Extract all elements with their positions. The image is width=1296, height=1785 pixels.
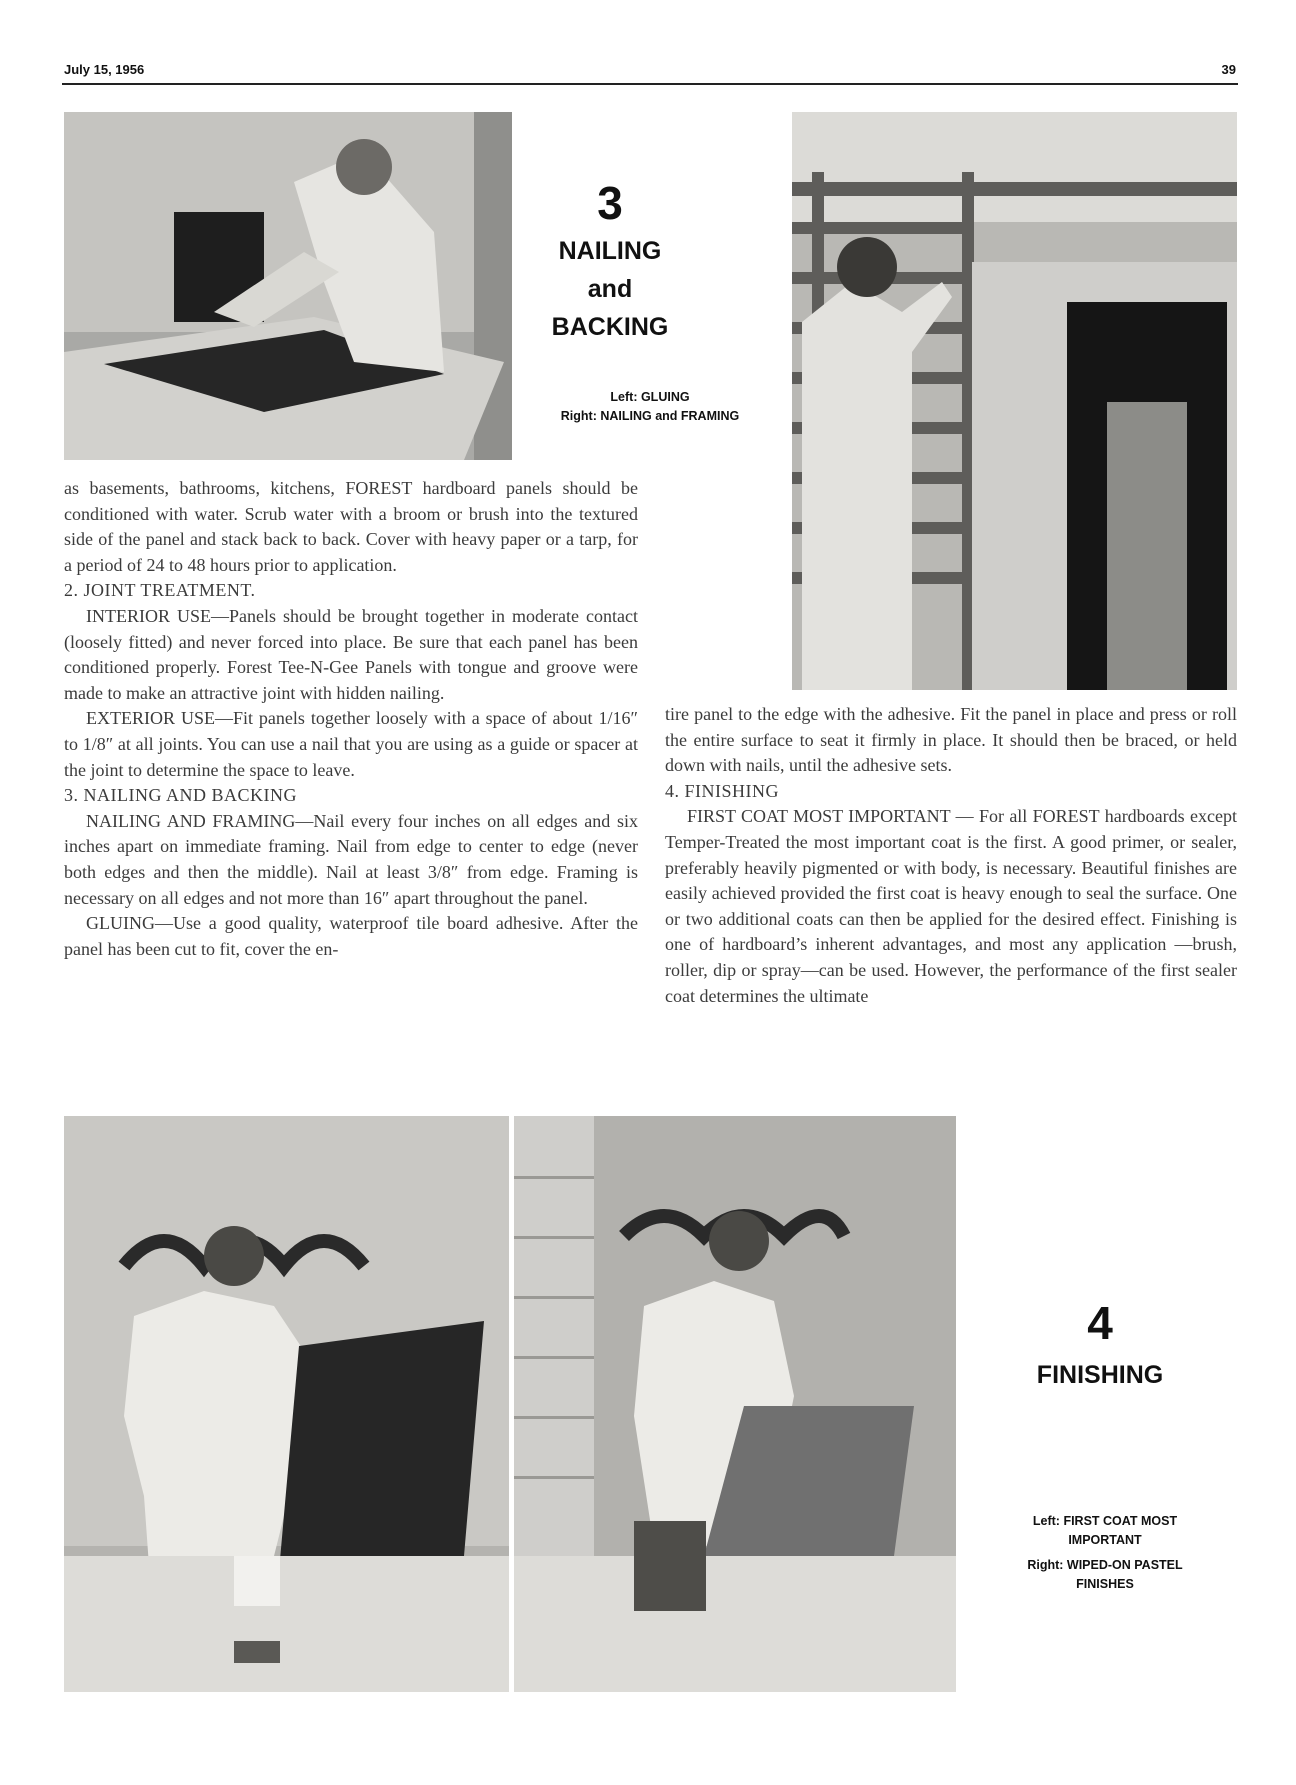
caption-wiped-on-pastel: Right: WIPED-ON PASTEL FINISHES xyxy=(1027,1558,1183,1591)
section-3-heading xyxy=(540,177,680,346)
section-3-title-line-2: and xyxy=(587,275,633,303)
caption-gluing: Left: GLUING xyxy=(610,390,690,404)
caption-first-coat: Left: FIRST COAT MOST IMPORTANT xyxy=(1032,1514,1178,1547)
issue-date: July 15, 1956 xyxy=(64,62,145,77)
section-3-captions xyxy=(530,388,770,426)
paragraph-gluing: GLUING—Use a good quality, waterproof tile board adhesive. After the panel has been cut to fit, cover the en- xyxy=(64,913,638,959)
paragraph-nailing-framing: NAILING AND FRAMING—Nail every four inches on all edges and six inches apart on immediate framing. Nail from edge to center to edge (never both edges and then the middle). Nail at least 3/8″ from edge. Framing is necessary on all edges and not more than 16″ apart throughout the panel. xyxy=(64,810,638,908)
paragraph-exterior-use: EXTERIOR USE—Fit panels together loosely with a space of about 1/16″ to 1/8″ at all joints. You can use a nail that you are using as a guide or spacer at the joint to determine the space to leave. xyxy=(64,708,638,780)
section-3-number: 3 xyxy=(597,177,623,229)
header-rule xyxy=(62,83,1238,85)
paragraph-gluing-continued: tire panel to the edge with the adhesive. Fit the panel in place and press or roll the entire surface to seat it firmly in place. It should then be braced, or held down with nails, until the adhesive sets. xyxy=(665,704,1237,776)
page-number: 39 xyxy=(1221,62,1236,77)
paragraph-conditioning: as basements, bathrooms, kitchens, FOREST hardboard panels should be conditioned with water. Scrub water with a broom or brush into the textured side of the panel and stack back to back. Cover with heavy paper or a tarp, for a period of 24 to 48 hours prior to application. xyxy=(64,478,638,575)
section-4-number: 4 xyxy=(1087,1297,1113,1349)
section-4-captions xyxy=(1005,1512,1205,1594)
heading-finishing: 4. FINISHING xyxy=(665,780,779,801)
heading-joint-treatment: 2. JOINT TREATMENT. xyxy=(64,580,256,601)
photo-nailing-framing xyxy=(792,112,1237,690)
section-3-title-line-3: BACKING xyxy=(551,313,669,341)
body-text-right-column xyxy=(665,702,1237,1009)
section-3-title-line-1: NAILING xyxy=(558,237,662,265)
photo-first-coat xyxy=(64,1116,509,1692)
paragraph-interior-use: INTERIOR USE—Panels should be brought together in moderate contact (loosely fitted) and never forced into place. Be sure that each panel has been conditioned properly. Forest Tee-N-Gee Panels with tongue and groove were made to make an attractive joint with hidden nailing. xyxy=(64,605,638,703)
section-4-heading xyxy=(1000,1297,1200,1394)
photo-gluing xyxy=(64,112,512,460)
paragraph-first-coat: FIRST COAT MOST IMPORTANT — For all FOREST hardboards except Temper-Treated the most important coat is the first. A good primer, or sealer, preferably heavily pigmented or with body, is necessary. Beautiful finishes are easily achieved provided the first coat is heavy enough to seal the surface. One or two additional coats can then be applied for the desired effect. Finishing is one of hardboard’s inherent advantages, and most any application —brush, roller, dip or spray—can be used. However, the performance of the first sealer coat determines the ultimate xyxy=(665,806,1237,1006)
heading-nailing-backing: 3. NAILING AND BACKING xyxy=(64,785,297,806)
caption-nailing-framing: Right: NAILING and FRAMING xyxy=(560,409,740,423)
section-4-title: FINISHING xyxy=(1036,1361,1164,1389)
body-text-left-column xyxy=(64,476,638,962)
photo-wiped-on-pastel xyxy=(514,1116,956,1692)
